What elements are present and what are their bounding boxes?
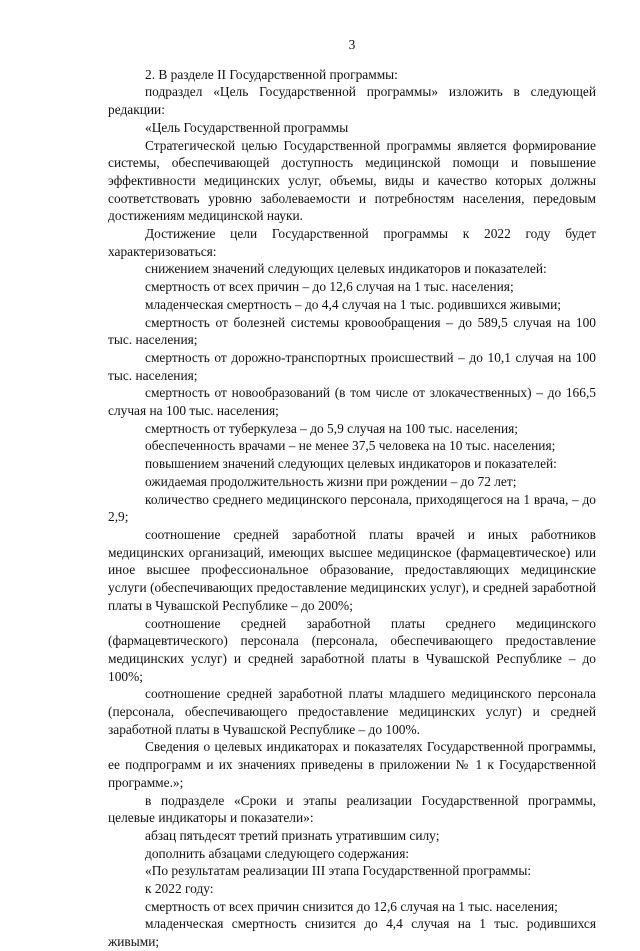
list-item: младенческая смертность снизится до 4,4 случая на 1 тыс. родившихся живыми; <box>108 916 596 950</box>
list-item: смертность от новообразований (в том числе от злокачественных) – до 166,5 случая на 100 тыс. населения; <box>108 385 596 419</box>
list-item: смертность от всех причин снизится до 12,6 случая на 1 тыс. населения; <box>145 898 558 914</box>
paragraph: «По результатам реализации III этапа Государственной программы: <box>145 863 532 879</box>
list-item: количество среднего медицинского персонала, приходящегося на 1 врача, – до 2,9; <box>108 491 596 525</box>
list-item: смертность от всех причин – до 12,6 случая на 1 тыс. населения; <box>145 279 514 295</box>
paragraph: к 2022 году: <box>145 881 214 897</box>
document-page <box>108 28 596 951</box>
paragraph: абзац пятьдесят третий признать утратившим силу; <box>145 827 440 843</box>
paragraph: подраздел «Цель Государственной программы» изложить в следующей редакции: <box>108 84 596 118</box>
paragraph: снижением значений следующих целевых индикаторов и показателей: <box>145 261 547 277</box>
list-item: соотношение средней заработной платы врачей и иных работников медицинских организаций, имеющих высшее медицинское (фармацевтическое) или иное высшее профессиональное образование, предоставляющих медицинские услуги (обеспечивающих предоставление медицинских услуг), и средней заработной платы в Чувашской Республике – до 200%; <box>108 526 596 613</box>
paragraph: в подразделе «Сроки и этапы реализации Государственной программы, целевые индикаторы и показатели»: <box>108 792 596 826</box>
paragraph: 2. В разделе II Государственной программы: <box>145 66 398 82</box>
paragraph: повышением значений следующих целевых индикаторов и показателей: <box>145 456 557 472</box>
list-item: соотношение средней заработной платы младшего медицинского персонала (персонала, обеспечивающего предоставление медицинских услуг) и средней заработной платы в Чувашской Республике – до 100%. <box>108 686 596 737</box>
paragraph: Достижение цели Государственной программы к 2022 году будет характеризоваться: <box>108 226 596 259</box>
paragraph: Стратегической целью Государственной программы является формирование системы, обеспечивающей доступность медицинской помощи и повышение эффективности медицинских услуг, объемы, виды и качество которых должны соответствовать уровню заболеваемости и потребностям населения, передовым достижениям медицинской науки. <box>108 137 596 224</box>
list-item: обеспеченность врачами – не менее 37,5 человека на 10 тыс. населения; <box>145 438 556 454</box>
list-item: смертность от дорожно-транспортных происшествий – до 10,1 случая на 100 тыс. населения; <box>108 349 596 383</box>
list-item: смертность от болезней системы кровообращения – до 589,5 случая на 100 тыс. населения; <box>108 314 596 348</box>
list-item: ожидаемая продолжительность жизни при рождении – до 72 лет; <box>145 473 517 489</box>
page-number: 3 <box>348 37 356 52</box>
paragraph: дополнить абзацами следующего содержания: <box>145 845 410 861</box>
list-item: соотношение средней заработной платы среднего медицинского (фармацевтического) персонала (персонала, обеспечивающего предоставление медицинских услуг) и средней заработной платы в Чувашской Республике – до 100%; <box>108 615 596 684</box>
paragraph: Сведения о целевых индикаторах и показателях Государственной программы, ее подпрограмм и их значениях приведены в приложении № 1 к Государственной программе.»; <box>108 739 596 790</box>
list-item: смертность от туберкулеза – до 5,9 случая на 100 тыс. населения; <box>145 420 519 436</box>
section-heading: «Цель Государственной программы <box>145 119 349 135</box>
list-item: младенческая смертность – до 4,4 случая на 1 тыс. родившихся живыми; <box>145 296 562 312</box>
